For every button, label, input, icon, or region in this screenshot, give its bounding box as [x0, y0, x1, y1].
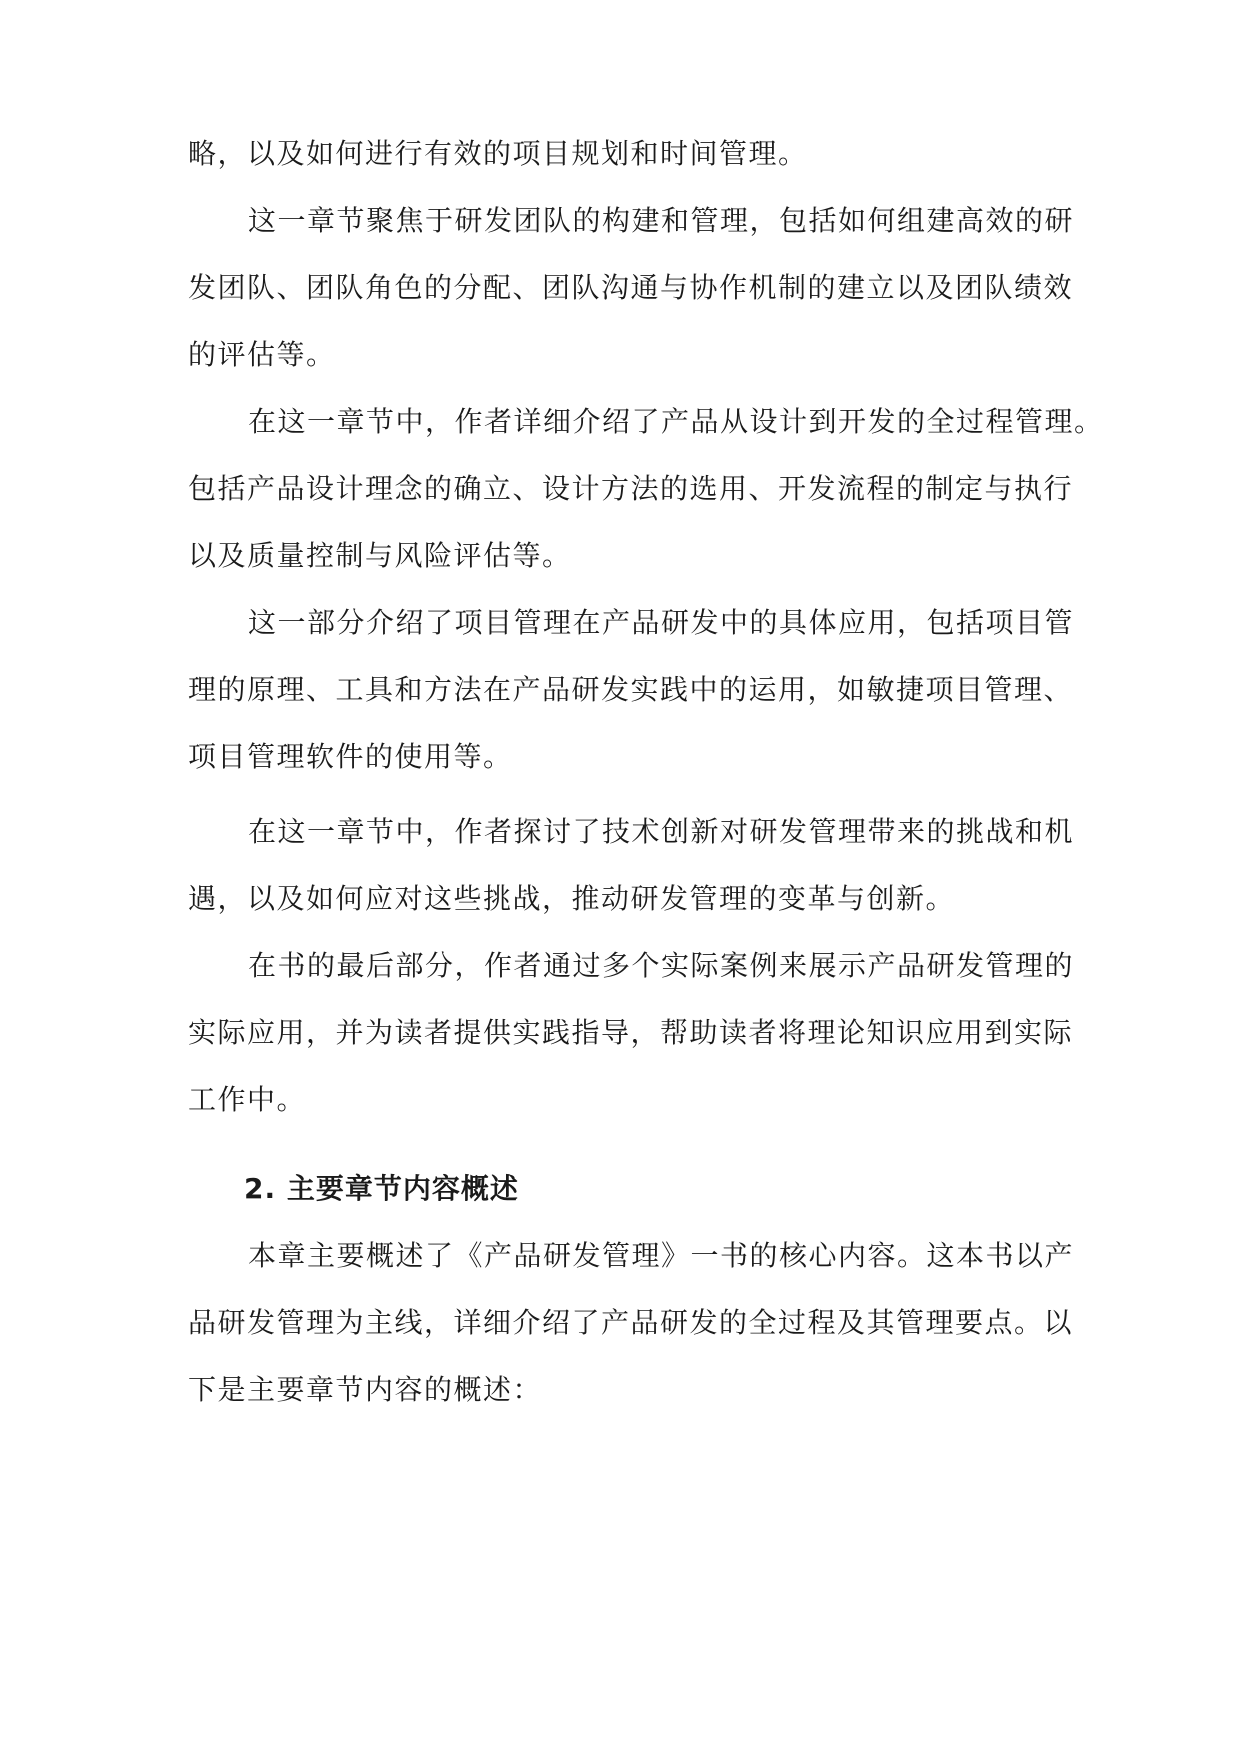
paragraph-line: 在书的最后部分，作者通过多个实际案例来展示产品研发管理的 [248, 949, 1075, 982]
paragraph-line: 工作中。 [188, 1083, 307, 1116]
paragraph-line: 的评估等。 [188, 338, 336, 371]
section-heading: 2. 主要章节内容概述 [244, 1172, 519, 1205]
paragraph-line: 以及质量控制与风险评估等。 [188, 539, 572, 572]
paragraph-line: 略，以及如何进行有效的项目规划和时间管理。 [188, 137, 808, 170]
paragraph-line: 发团队、团队角色的分配、团队沟通与协作机制的建立以及团队绩效 [188, 271, 1074, 304]
paragraph-line: 下是主要章节内容的概述： [188, 1373, 543, 1406]
paragraph-line: 理的原理、工具和方法在产品研发实践中的运用，如敏捷项目管理、 [188, 673, 1074, 706]
paragraph-line: 在这一章节中，作者探讨了技术创新对研发管理带来的挑战和机 [248, 815, 1075, 848]
paragraph-line: 在这一章节中，作者详细介绍了产品从设计到开发的全过程管理。 [248, 405, 1104, 438]
paragraph-line: 这一部分介绍了项目管理在产品研发中的具体应用，包括项目管 [248, 606, 1075, 639]
paragraph-line: 遇，以及如何应对这些挑战，推动研发管理的变革与创新。 [188, 882, 956, 915]
paragraph-line: 包括产品设计理念的确立、设计方法的选用、开发流程的制定与执行 [188, 472, 1074, 505]
paragraph-line: 实际应用，并为读者提供实践指导，帮助读者将理论知识应用到实际 [188, 1016, 1074, 1049]
paragraph-line: 本章主要概述了《产品研发管理》一书的核心内容。这本书以产 [248, 1239, 1075, 1272]
paragraph-line: 品研发管理为主线，详细介绍了产品研发的全过程及其管理要点。以 [188, 1306, 1074, 1339]
paragraph-line: 项目管理软件的使用等。 [188, 740, 513, 773]
paragraph-line: 这一章节聚焦于研发团队的构建和管理，包括如何组建高效的研 [248, 204, 1075, 237]
